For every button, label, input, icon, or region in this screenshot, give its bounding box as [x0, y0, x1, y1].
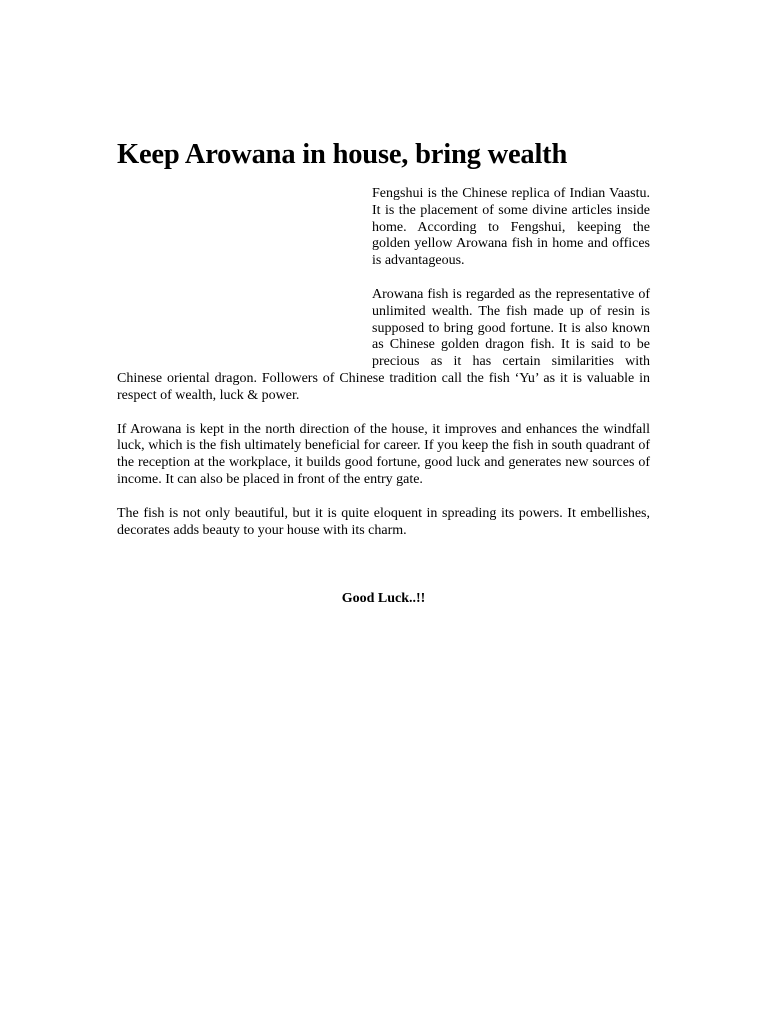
- paragraph-intro: Fengshui is the Chinese replica of Indian Vaastu. It is the placement of some divine articles inside home. According to Fengshui, keeping the golden yellow Arowana fish in home and offices is advantageous.: [372, 186, 650, 269]
- image-placeholder-space: [117, 186, 372, 366]
- document-content: [117, 138, 650, 607]
- paragraph-placement: If Arowana is kept in the north direction of the house, it improves and enhances the windfall luck, which is the fish ultimately beneficial for career. If you keep the fish in south quadrant of the reception at the workplace, it builds good fortune, good luck and generates new sources of income. It can also be placed in front of the entry gate.: [117, 421, 650, 487]
- paragraph-beauty: The fish is not only beautiful, but it is quite eloquent in spreading its powers. It embellishes, decorates adds beauty to your house with its charm.: [117, 505, 650, 538]
- paragraph-gap: [117, 489, 650, 506]
- closing-text: Good Luck..!!: [341, 591, 426, 607]
- document-title: Keep Arowana in house, bring wealth: [117, 139, 568, 170]
- wrapped-text-block: [117, 186, 650, 405]
- paragraph-arowana-wealth: Arowana fish is regarded as the representative of unlimited wealth. The fish made up of resin is supposed to bring good fortune. It is also known as Chinese golden dragon fish. It is said to be precious as it has certain similarities with Chinese oriental dragon. Followers of Chinese tradition call the fish ‘Yu’ as it is valuable in respect of wealth, luck & power.: [117, 286, 650, 403]
- paragraph-gap: [117, 405, 650, 422]
